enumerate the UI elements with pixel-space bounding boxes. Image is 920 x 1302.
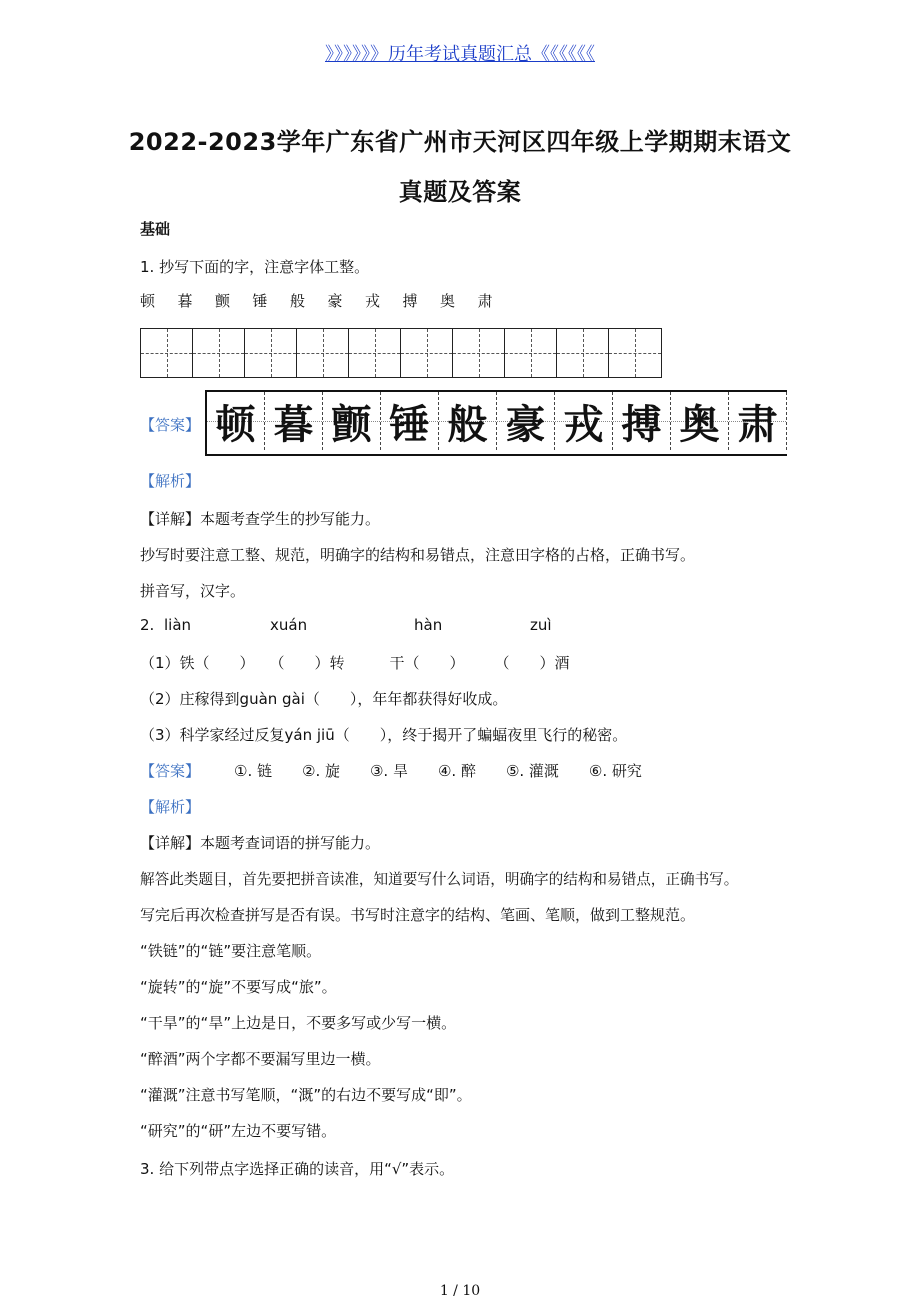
grid-cell [245,329,297,377]
answer-char: 戎 [563,400,604,448]
q2-pinyin-row [140,616,740,636]
page-title: 2022-2023学年广东省广州市天河区四年级上学期期末语文 [128,128,792,156]
q2-para5: “干旱”的“旱”上边是日，不要多写或少写一横。 [140,1014,457,1032]
q2-number: 2. [140,616,155,634]
q2-para7: “灌溉”注意书写笔顺，“溉”的右边不要写成“即”。 [140,1086,472,1104]
header-link[interactable]: 》》》》》》历年考试真题汇总《《《《《《 [325,44,595,65]
answer-char: 般 [447,400,488,448]
q1-analysis-label: 【解析】 [140,472,201,490]
q2-detail: 【详解】本题考查词语的拼写能力。 [140,834,381,852]
q1-para2: 拼音写，汉字。 [140,582,246,600]
pinyin: xuán [270,616,308,634]
q2-sentence3: （3）科学家经过反复yán jiū（ ），终于揭开了蝙蝠夜里飞行的秘密。 [140,726,628,744]
char: 顿 [140,292,156,310]
char: 锤 [252,292,268,310]
q1-char-list [140,290,515,311]
grid-cell [453,329,505,377]
page-title-line2: 真题及答案 [398,178,522,206]
answer-char: 豪 [505,400,546,448]
section-heading: 基础 [140,220,171,238]
char: 肃 [477,292,493,310]
q2-answer-row [140,760,642,781]
pinyin: liàn [164,616,192,634]
q3-prompt: 3. 给下列带点字选择正确的读音，用“√”表示。 [140,1160,455,1178]
answer-char: 顿 [215,400,256,448]
q2-para3: “铁链”的“链”要注意笔顺。 [140,942,322,960]
answer-grid [205,390,787,456]
answer-cell [381,392,439,450]
q2-sentence2: （2）庄稼得到guàn gài（ ），年年都获得好收成。 [140,690,508,708]
char: 颤 [215,292,231,310]
answer-cell [729,392,787,450]
answer-char: 奥 [679,400,720,448]
q1-prompt: 1. 抄写下面的字，注意字体工整。 [140,258,370,276]
char: 奥 [440,292,456,310]
q2-para8: “研究”的“研”左边不要写错。 [140,1122,337,1140]
char: 豪 [327,292,343,310]
q2-para6: “醉酒”两个字都不要漏写里边一横。 [140,1050,381,1068]
grid-cell [505,329,557,377]
grid-cell [141,329,193,377]
answer-char: 颤 [331,400,372,448]
answer-char: 肃 [737,400,778,448]
char: 般 [290,292,306,310]
grid-cell [557,329,609,377]
grid-cell [609,329,661,377]
answer-cell [671,392,729,450]
q1-answer-label: 【答案】 [140,416,201,434]
q2-para2: 写完后再次检查拼写是否有误。书写时注意字的结构、笔画、笔顺，做到工整规范。 [140,906,696,924]
q1-detail: 【详解】本题考查学生的抄写能力。 [140,510,381,528]
q2-para4: “旋转”的“旋”不要写成“旅”。 [140,978,337,996]
answer-cell [265,392,323,450]
q2-para1: 解答此类题目，首先要把拼音读准，知道要写什么词语，明确字的结构和易错点，正确书写。 [140,871,739,888]
writing-grid [140,328,662,378]
page-number: 1 / 10 [439,1283,481,1299]
answer-cell [613,392,671,450]
answer-char: 锤 [389,400,430,448]
answer-char: 暮 [273,400,314,448]
q1-para1: 抄写时要注意工整、规范，明确字的结构和易错点，注意田字格的占格，正确书写。 [140,546,696,564]
answer-char: 搏 [621,400,662,448]
q2-answer-label: 【答案】 [140,762,201,780]
q2-analysis-label: 【解析】 [140,798,201,816]
char: 暮 [177,292,193,310]
grid-cell [193,329,245,377]
q2-sentence1: （1）铁（ ） （ ）转 干（ ） （ ）酒 [140,654,570,672]
answer-cell [323,392,381,450]
grid-cell [349,329,401,377]
char: 搏 [402,292,418,310]
answer-cell [207,392,265,450]
char: 戎 [365,292,381,310]
answer-cell [439,392,497,450]
q2-answer-text: ①. 链 ②. 旋 ③. 旱 ④. 醉 ⑤. 灌溉 ⑥. 研究 [234,762,642,780]
grid-cell [401,329,453,377]
answer-cell [555,392,613,450]
pinyin: hàn [414,616,443,634]
pinyin: zuì [530,616,552,634]
grid-cell [297,329,349,377]
answer-cell [497,392,555,450]
